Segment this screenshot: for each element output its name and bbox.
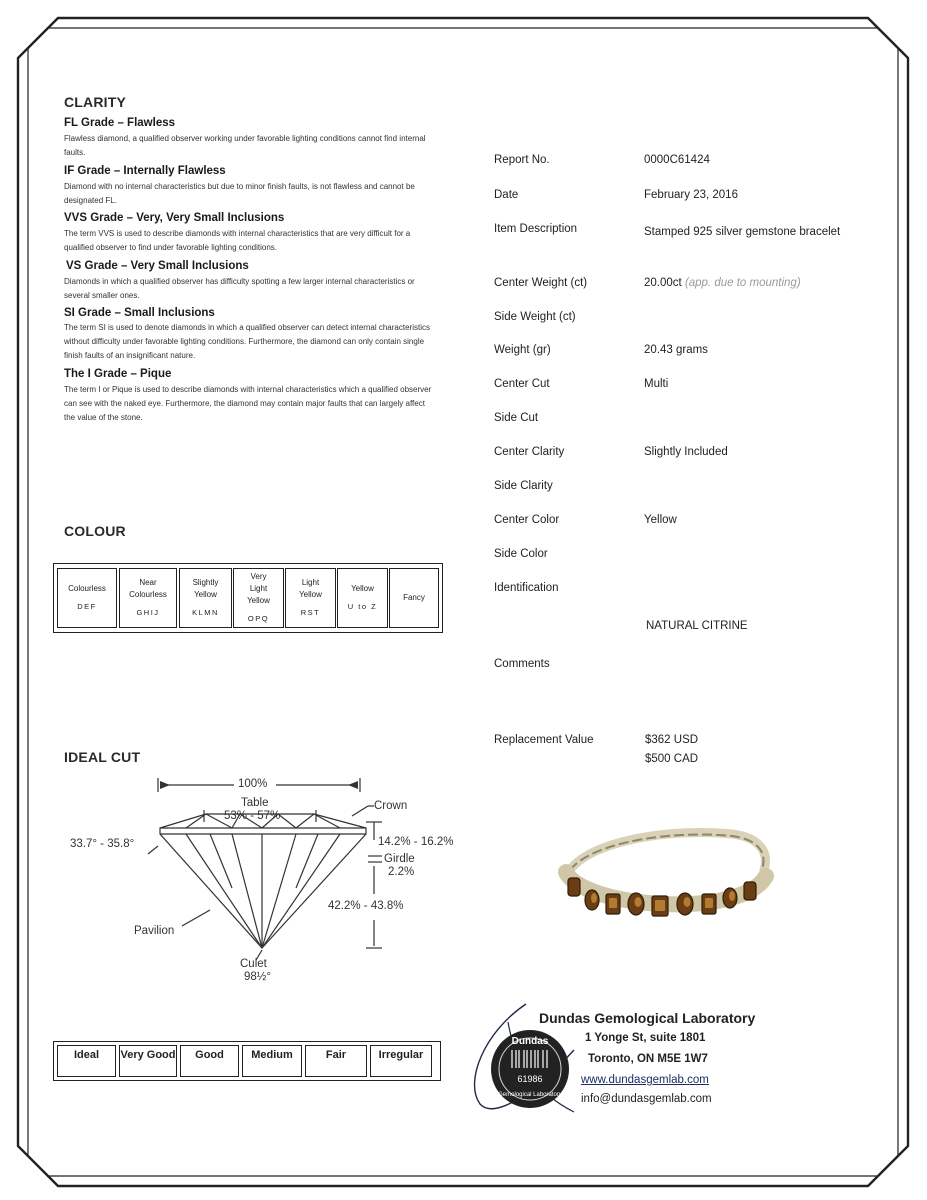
- lab-name: Dundas Gemological Laboratory: [539, 1010, 756, 1026]
- item-description-label: Item Description: [494, 223, 578, 235]
- colour-cell-label: Colourless: [68, 584, 106, 593]
- colour-cell-label: Slightly Yellow: [192, 578, 219, 599]
- colour-cell-yellow: [337, 568, 388, 628]
- grade-title-si: SI Grade – Small Inclusions: [64, 307, 215, 319]
- colour-cell-slightly-yellow: [179, 568, 232, 628]
- grade-desc-vvs: The term VVS is used to describe diamonds with internal characteristics that are very difficult for a qualified observer to find under favorable lighting conditions.: [64, 229, 411, 252]
- date-label: Date: [494, 189, 519, 201]
- pavilion-label: Pavilion: [134, 925, 175, 937]
- colour-cell-code: GHIJ: [136, 608, 160, 617]
- culet-label: Culet: [240, 958, 267, 970]
- clarity-heading: CLARITY: [64, 94, 127, 110]
- replacement-value-label: Replacement Value: [494, 734, 594, 746]
- girdle-value-label: 2.2%: [388, 866, 415, 878]
- colour-scale-table: [53, 563, 443, 633]
- side-color-label: Side Color: [494, 548, 548, 560]
- colour-heading: COLOUR: [64, 523, 126, 539]
- pavilion-depth-label: 42.2% - 43.8%: [328, 900, 404, 912]
- colour-cell-label: Yellow: [351, 584, 374, 593]
- side-weight-label: Side Weight (ct): [494, 311, 576, 323]
- replacement-value-usd: $362 USD: [645, 734, 699, 746]
- crown-label: Crown: [374, 800, 408, 812]
- center-weight-note: (app. due to mounting): [684, 277, 801, 289]
- date-value: February 23, 2016: [644, 189, 738, 201]
- grade-title-if: IF Grade – Internally Flawless: [64, 165, 226, 177]
- side-cut-label: Side Cut: [494, 412, 539, 424]
- cut-grade-cell: Medium: [242, 1045, 302, 1077]
- colour-cell-colourless: [57, 568, 117, 628]
- cut-grade-table: [53, 1041, 441, 1081]
- width-percent-label: 100%: [238, 778, 268, 790]
- grade-desc-if: Diamond with no internal characteristics but due to minor finish faults, is not flawless and cannot be designated FL.: [64, 182, 415, 205]
- colour-cell-code: KLMN: [192, 608, 219, 617]
- colour-cell-code: OPQ: [247, 614, 270, 623]
- identification-value: NATURAL CITRINE: [646, 620, 748, 632]
- cut-grade-cell: Fair: [305, 1045, 367, 1077]
- colour-cell-light-yellow: [285, 568, 336, 628]
- center-clarity-label: Center Clarity: [494, 446, 565, 458]
- center-color-value: Yellow: [644, 514, 677, 526]
- weight-gr-value: 20.43 grams: [644, 344, 708, 356]
- grade-desc-fl: Flawless diamond, a qualified observer working under favorable lighting conditions cannot find internal faults.: [64, 134, 426, 157]
- seal-number-text: 61986: [517, 1074, 543, 1084]
- grade-desc-i: The term I or Pique is used to describe diamonds with internal characteristics which a qualified observer can see with the naked eye. Furthermore, the diamond may contain major faults that can largely affect the value of the stone.: [64, 385, 432, 422]
- colour-cell-label: Near Colourless: [129, 578, 167, 599]
- colour-cell-label: Fancy: [403, 593, 425, 602]
- colour-cell-code: U to Z: [347, 602, 378, 611]
- lab-address-line1: 1 Yonge St, suite 1801: [585, 1032, 706, 1044]
- girdle-label: Girdle: [384, 853, 415, 865]
- grade-title-vvs: VVS Grade – Very, Very Small Inclusions: [64, 212, 285, 224]
- seal-bottom-text: Gemological Laboratory: [498, 1092, 562, 1098]
- grade-title-fl: FL Grade – Flawless: [64, 117, 176, 129]
- colour-cell-label: Light Yellow: [299, 578, 322, 599]
- colour-cell-fancy: [389, 568, 439, 628]
- identification-label: Identification: [494, 582, 559, 594]
- colour-cell-code: RST: [300, 608, 321, 617]
- cut-grade-cell: Irregular: [370, 1045, 432, 1077]
- center-weight-amount: 20.00ct: [644, 277, 682, 289]
- grade-desc-si: The term SI is used to denote diamonds in which a qualified observer can detect internal characteristics without difficulty under favorable lighting conditions. Furthermore, the diamond can only contain single finish faults of an insignificant nature.: [64, 323, 430, 360]
- center-cut-label: Center Cut: [494, 378, 550, 390]
- item-description-value: Stamped 925 silver gemstone bracelet: [644, 226, 841, 238]
- report-number-value: 0000C61424: [644, 154, 710, 166]
- cut-grade-cell: Good: [180, 1045, 239, 1077]
- crown-angle-label: 33.7° - 35.8°: [70, 838, 135, 850]
- grade-title-i: The I Grade – Pique: [64, 368, 172, 380]
- side-clarity-label: Side Clarity: [494, 480, 553, 492]
- colour-cell-near-colourless: [119, 568, 177, 628]
- colour-cell-code: DEF: [77, 602, 97, 611]
- center-cut-value: Multi: [644, 378, 669, 390]
- lab-address-line2: Toronto, ON M5E 1W7: [588, 1053, 708, 1065]
- ideal-cut-heading: IDEAL CUT: [64, 749, 141, 765]
- bracelet-photo: [552, 820, 782, 930]
- center-weight-value: [644, 277, 801, 289]
- seal-top-text: Dundas: [511, 1036, 549, 1047]
- crown-height-label: 14.2% - 16.2%: [378, 836, 454, 848]
- center-clarity-value: Slightly Included: [644, 446, 728, 458]
- center-color-label: Center Color: [494, 514, 560, 526]
- cut-grade-cell: Very Good: [119, 1045, 177, 1077]
- grade-desc-vs: Diamonds in which a qualified observer has difficulty spotting a few larger internal characteristics or several smaller ones.: [64, 277, 415, 300]
- replacement-value-cad: $500 CAD: [645, 753, 699, 765]
- comments-label: Comments: [494, 658, 550, 670]
- grade-title-vs: VS Grade – Very Small Inclusions: [66, 260, 249, 272]
- lab-email[interactable]: info@dundasgemlab.com: [581, 1093, 712, 1105]
- colour-cell-label: Very Light Yellow: [247, 572, 270, 605]
- report-number-label: Report No.: [494, 154, 550, 166]
- weight-gr-label: Weight (gr): [494, 344, 551, 356]
- cut-grade-cell: Ideal: [57, 1045, 116, 1077]
- table-label: Table: [241, 797, 269, 809]
- table-range-label: 53% - 57%: [224, 810, 281, 822]
- center-weight-label: Center Weight (ct): [494, 277, 588, 289]
- colour-cell-very-light-yellow: [233, 568, 284, 628]
- lab-website-link[interactable]: www.dundasgemlab.com: [581, 1074, 709, 1086]
- culet-value-label: 98½°: [244, 971, 271, 983]
